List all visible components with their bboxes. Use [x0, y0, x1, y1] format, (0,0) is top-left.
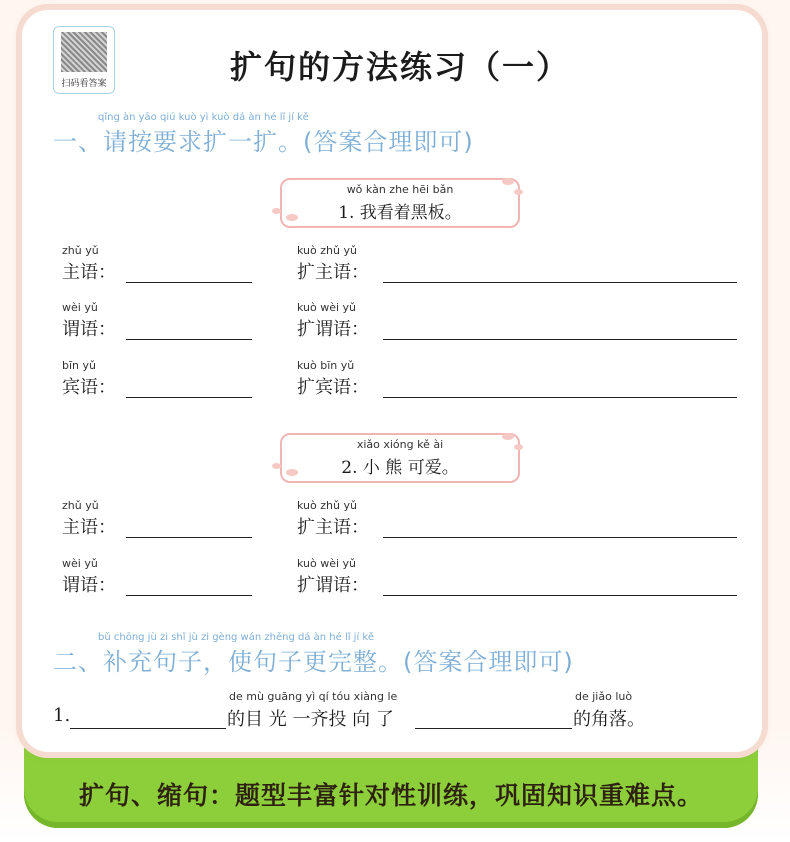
label-expand-subject: 扩主语：: [297, 262, 369, 283]
sentence1-text: 1. 我看着黑板。: [338, 203, 462, 223]
sentence2-box: [280, 433, 520, 483]
fill-number: 1.: [53, 705, 71, 726]
petal-decoration: [286, 214, 298, 221]
label-subject: 主语：: [62, 262, 116, 283]
label-subject: 主语：: [62, 517, 116, 538]
label-expand-predicate: 扩谓语：: [297, 319, 369, 340]
page-title: 扩句的方法练习（一）: [229, 48, 570, 86]
label-pinyin: bīn yǔ: [62, 359, 96, 372]
fill-middle-pinyin: de mù guāng yì qí tóu xiàng le: [229, 690, 398, 703]
label-pinyin: zhǔ yǔ: [62, 244, 99, 257]
qr-label: 扫码看答案: [61, 79, 107, 89]
answer-line-expand-object[interactable]: [383, 397, 737, 398]
petal-decoration: [272, 208, 281, 214]
label-pinyin: kuò wèi yǔ: [297, 301, 357, 314]
section2-pinyin: bǔ chōng jù zi shǐ jù zi gèng wán zhěng dá àn hé lǐ jí kě: [98, 632, 375, 643]
label-pinyin: kuò zhǔ yǔ: [297, 499, 357, 512]
bottom-banner: [24, 748, 758, 828]
label-expand-predicate: 扩谓语：: [297, 575, 369, 596]
answer-line-subject[interactable]: [126, 282, 252, 283]
petal-decoration: [514, 189, 523, 195]
label-expand-subject: 扩主语：: [297, 517, 369, 538]
fill-end-pinyin: de jiǎo luò: [575, 690, 633, 703]
petal-decoration: [286, 469, 298, 476]
qr-code-icon: [61, 32, 107, 72]
answer-line-subject[interactable]: [126, 537, 252, 538]
answer-line-expand-subject[interactable]: [383, 537, 737, 538]
label-object: 宾语：: [62, 377, 116, 398]
fill-blank-2[interactable]: [415, 728, 572, 729]
label-pinyin: zhǔ yǔ: [62, 499, 99, 512]
qr-code-box[interactable]: [53, 26, 115, 94]
label-pinyin: wèi yǔ: [62, 557, 98, 570]
section1-title: 一、请按要求扩一扩。(答案合理即可): [53, 128, 474, 156]
label-pinyin: wèi yǔ: [62, 301, 98, 314]
sentence1-box: [280, 178, 520, 228]
section1-pinyin: qǐng àn yāo qiú kuò yì kuò dá àn hé lǐ jí kě: [98, 112, 309, 123]
petal-decoration: [514, 444, 523, 450]
answer-line-object[interactable]: [126, 397, 252, 398]
sentence2-pinyin: xiǎo xióng kě ài: [356, 438, 444, 451]
answer-line-predicate[interactable]: [126, 339, 252, 340]
sentence2-text: 2. 小 熊 可爱。: [341, 458, 459, 478]
sentence1-pinyin: wǒ kàn zhe hēi bǎn: [346, 183, 454, 196]
petal-decoration: [502, 433, 514, 440]
label-pinyin: kuò bīn yǔ: [297, 359, 355, 372]
answer-line-predicate[interactable]: [126, 595, 252, 596]
fill-blank-1[interactable]: [70, 728, 226, 729]
section2-title: 二、补充句子，使句子更完整。(答案合理即可): [53, 648, 574, 676]
answer-line-expand-predicate[interactable]: [383, 595, 737, 596]
label-expand-object: 扩宾语：: [297, 377, 369, 398]
banner-text: 扩句、缩句：题型丰富针对性训练，巩固知识重难点。: [78, 781, 703, 810]
fill-end-text: 的角落。: [573, 709, 645, 730]
label-pinyin: kuò zhǔ yǔ: [297, 244, 357, 257]
label-pinyin: kuò wèi yǔ: [297, 557, 357, 570]
label-predicate: 谓语：: [62, 575, 116, 596]
answer-line-expand-subject[interactable]: [383, 282, 737, 283]
answer-line-expand-predicate[interactable]: [383, 339, 737, 340]
petal-decoration: [502, 178, 514, 185]
petal-decoration: [272, 463, 281, 469]
fill-middle-text: 的目 光 一齐投 向 了: [227, 709, 394, 730]
label-predicate: 谓语：: [62, 319, 116, 340]
